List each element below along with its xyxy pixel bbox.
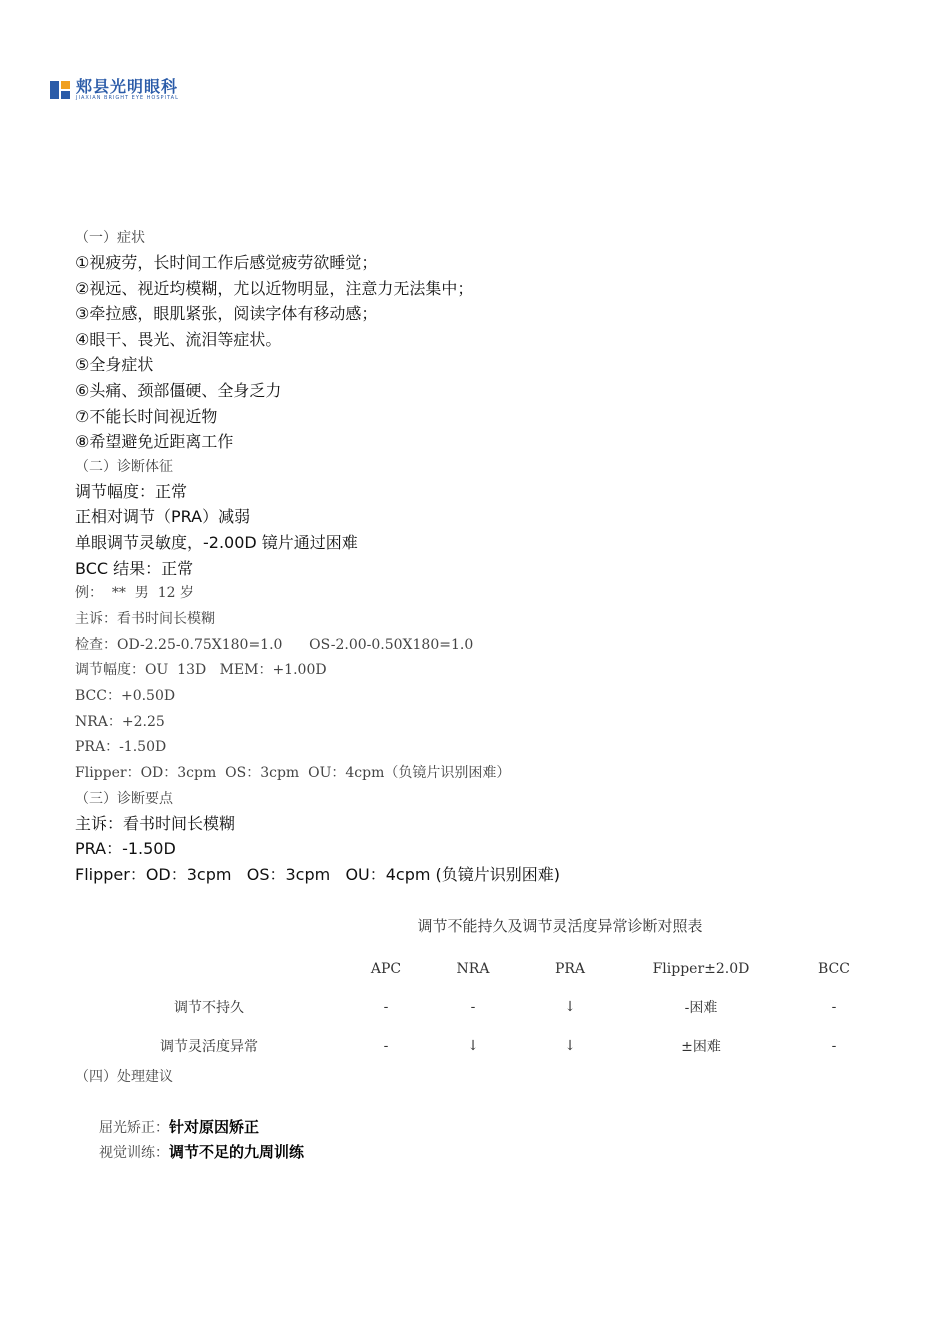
table-cell: ±困难 [681, 1038, 721, 1055]
symptom-item: ①视疲劳，长时间工作后感觉疲劳欲睡觉； [75, 253, 378, 272]
example-line: NRA：+2.25 [75, 713, 165, 730]
table-cell: - [831, 1037, 837, 1054]
logo-text [76, 78, 179, 101]
signs-heading: （二）诊断体征 [75, 458, 173, 475]
symptom-item: ⑧希望避免近距离工作 [75, 432, 234, 452]
table-header-cell: BCC [818, 960, 850, 977]
sign-item: 调节幅度：正常 [75, 481, 188, 501]
table-header-cell [75, 949, 343, 988]
sign-item: BCC 结果：正常 [75, 558, 194, 578]
example-line: PRA：-1.50D [75, 739, 167, 756]
table-cell: -困难 [684, 1000, 718, 1017]
advice-list [75, 1089, 895, 1162]
advice-item [75, 1089, 895, 1136]
example-line: 调节幅度：OU 13D MEM：+1.00D [75, 662, 327, 679]
table-header-cell: APC [370, 960, 402, 977]
example-line: 检查：OD-2.25-0.75X180=1.0 OS-2.00-0.50X180=1.0 [75, 636, 474, 653]
key-points-list [75, 811, 895, 888]
symptom-item: ②视远、视近均模糊，尤以近物明显，注意力无法集中； [75, 278, 474, 298]
table-cell: - [383, 1037, 389, 1054]
document-body [75, 226, 895, 1162]
table-cell: - [383, 999, 389, 1016]
symptoms-list [75, 250, 895, 455]
table-row-label: 调节灵活度异常 [160, 1038, 258, 1055]
table-header-cell: PRA [554, 960, 586, 977]
table-header-cell: Flipper±2.0D [652, 960, 750, 977]
advice-label: 屈光矫正： [99, 1119, 169, 1136]
table-title: 调节不能持久及调节灵活度异常诊断对照表 [417, 917, 703, 936]
key-point-item: Flipper：OD：3cpm OS：3cpm OU：4cpm (负镜片识别困难) [75, 864, 561, 884]
diagnosis-table [75, 949, 889, 1065]
logo-mark-icon [50, 79, 72, 101]
table-row [75, 1026, 889, 1065]
table-cell: ↓ [564, 1037, 576, 1054]
logo-name-cn: 郏县光明眼科 [76, 77, 179, 96]
advice-value: 调节不足的九周训练 [169, 1143, 305, 1162]
key-points-heading: （三）诊断要点 [75, 790, 173, 807]
example-line: Flipper：OD：3cpm OS：3cpm OU：4cpm（负镜片识别困难） [75, 764, 511, 781]
signs-list [75, 479, 895, 581]
case-example [75, 581, 895, 787]
example-line: 例： ** 男 12 岁 [75, 585, 194, 602]
key-point-item: PRA：-1.50D [75, 839, 176, 859]
symptom-item: ⑤全身症状 [75, 355, 154, 375]
table-cell: ↓ [564, 999, 576, 1016]
advice-heading: （四）处理建议 [75, 1068, 173, 1085]
symptom-item: ⑦不能长时间视近物 [75, 406, 218, 426]
advice-label: 视觉训练： [99, 1145, 169, 1162]
advice-value: 针对原因矫正 [169, 1117, 260, 1136]
symptom-item: ④眼干、畏光、流泪等症状。 [75, 329, 282, 349]
example-line: 主诉：看书时间长模糊 [75, 610, 215, 627]
table-row-label: 调节不持久 [174, 1000, 244, 1017]
table-row [75, 988, 889, 1027]
table-cell: ↓ [467, 1037, 479, 1054]
example-line: BCC：+0.50D [75, 687, 176, 704]
logo-name-en: JIAXIAN BRIGHT EYE HOSPITAL [76, 95, 179, 101]
table-cell: - [831, 999, 837, 1016]
symptom-item: ⑥头痛、颈部僵硬、全身乏力 [75, 380, 282, 400]
hospital-logo [50, 78, 179, 101]
table-header-cell: NRA [456, 960, 490, 977]
table-header-row [75, 949, 889, 988]
table-cell: - [470, 999, 476, 1016]
symptoms-heading: （一）症状 [75, 230, 145, 246]
symptom-item: ③牵拉感，眼肌紧张，阅读字体有移动感； [75, 304, 378, 324]
key-point-item: 主诉：看书时间长模糊 [75, 813, 236, 833]
sign-item: 正相对调节（PRA）减弱 [75, 507, 251, 527]
sign-item: 单眼调节灵敏度，-2.00D 镜片通过困难 [75, 532, 358, 552]
